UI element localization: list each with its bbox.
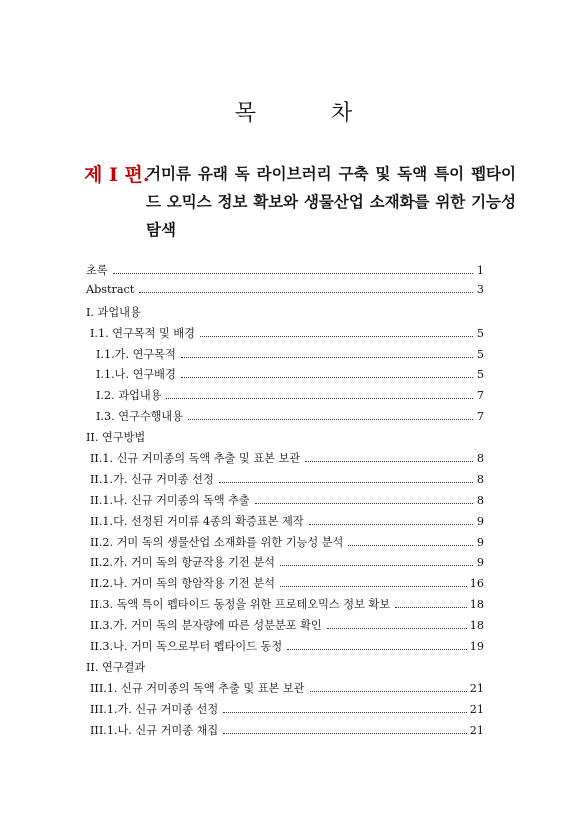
toc-entry-label: I. 과업내용: [86, 305, 141, 319]
toc-leader-dots: [305, 460, 473, 462]
toc-entry-label: III.1. 신규 거미종의 독액 추출 및 표본 보관: [90, 681, 305, 695]
toc-entry-page: 8: [476, 493, 484, 507]
toc-entry: [86, 429, 484, 450]
toc-leader-dots: [181, 376, 473, 378]
toc-entry: [86, 304, 484, 325]
toc-entry: [86, 346, 484, 367]
toc-entry: [86, 450, 484, 471]
toc-entry: [86, 283, 484, 304]
toc-entry: [86, 471, 484, 492]
toc-entry: [86, 387, 484, 408]
toc-entry-label: II.3. 독액 특이 펩타이드 동정을 위한 프로테오믹스 정보 확보: [90, 598, 391, 612]
toc-leader-dots: [255, 502, 473, 504]
toc-leader-dots: [139, 291, 473, 293]
toc-entry-label: II.3.가. 거미 독의 분자량에 따른 성분분포 확인: [90, 619, 322, 633]
toc-entry-label: II.1.가. 신규 거미종 선정: [90, 472, 214, 486]
page-title: 목 차: [234, 101, 387, 126]
toc-leader-dots: [280, 564, 473, 566]
toc-entry-label: II.1.다. 선정된 거미류 4종의 확증표본 제작: [90, 514, 304, 528]
toc-leader-dots: [223, 732, 467, 734]
toc-entry-page: 19: [469, 640, 484, 654]
toc-entry: [86, 659, 484, 680]
toc-entry-label: II. 연구방법: [86, 431, 146, 445]
toc-entry-label: 초록: [86, 264, 108, 277]
toc-entry-label: II.2.나. 거미 독의 항암작용 기전 분석: [90, 577, 275, 591]
toc-entry: [86, 722, 484, 743]
toc-leader-dots: [287, 648, 467, 650]
toc-entry: [86, 492, 484, 513]
toc-entry: [86, 701, 484, 722]
toc-entry-label: I.3. 연구수행내용: [96, 410, 184, 424]
toc-entry: [86, 554, 484, 575]
toc-entry-page: 16: [469, 577, 484, 591]
toc-entry-label: I.1.나. 연구배경: [96, 368, 176, 382]
toc-leader-dots: [310, 690, 467, 692]
toc-entry-label: III.1.나. 신규 거미종 채집: [90, 723, 219, 737]
toc-entry-page: 8: [476, 472, 484, 486]
toc-leader-dots: [219, 481, 473, 483]
toc-entry-page: 21: [469, 681, 484, 695]
toc-leader-dots: [113, 272, 473, 274]
toc-entry-label: I.1.가. 연구목적: [96, 347, 176, 361]
toc-leader-dots: [181, 356, 473, 358]
toc-leader-dots: [348, 544, 473, 546]
part-title: 거미류 유래 독 라이브러리 구축 및 독액 특이 펩타이드 오믹스 정보 확보와 생물산업 소재화를 위한 기능성 탐색: [146, 164, 516, 239]
toc-entry-page: 9: [476, 514, 484, 528]
toc-entry-page: 18: [469, 598, 484, 612]
part-number: 제 Ⅰ 편.: [84, 164, 150, 186]
toc-entry-page: 5: [476, 347, 484, 361]
toc-entry-label: II.3.나. 거미 독으로부터 펩타이드 동정: [90, 640, 283, 654]
toc-entry: [86, 513, 484, 534]
toc-entry-page: 21: [469, 702, 484, 716]
toc-entry-page: 18: [469, 619, 484, 633]
toc-entry-page: 9: [476, 535, 484, 549]
toc-entry-page: 7: [476, 389, 484, 403]
toc-leader-dots: [395, 606, 467, 608]
toc-entry: [86, 408, 484, 429]
toc-leader-dots: [309, 523, 473, 525]
table-of-contents: [86, 262, 484, 742]
toc-leader-dots: [200, 335, 473, 337]
toc-entry-page: 8: [476, 452, 484, 466]
toc-entry: [86, 596, 484, 617]
toc-leader-dots: [188, 418, 473, 420]
toc-entry-label: II.1.나. 신규 거미종의 독액 추출: [90, 493, 250, 507]
toc-entry: [86, 534, 484, 555]
toc-entry-page: 21: [469, 723, 484, 737]
toc-entry-page: 9: [476, 556, 484, 570]
toc-entry-label: II. 연구결과: [86, 660, 146, 674]
toc-entry-label: II.2.가. 거미 독의 항균작용 기전 분석: [90, 556, 275, 570]
toc-leader-dots: [327, 627, 467, 629]
toc-entry: [86, 262, 484, 283]
toc-leader-dots: [223, 711, 467, 713]
toc-entry: [86, 575, 484, 596]
toc-entry-page: 5: [476, 326, 484, 340]
toc-entry-page: 1: [476, 264, 484, 277]
toc-entry-page: 3: [476, 282, 484, 296]
toc-leader-dots: [166, 397, 473, 399]
toc-entry-label: I.2. 과업내용: [96, 389, 162, 403]
toc-entry: [86, 325, 484, 346]
toc-entry-page: 7: [476, 410, 484, 424]
toc-entry-page: 5: [476, 368, 484, 382]
toc-entry-label: II.1. 신규 거미종의 독액 추출 및 표본 보관: [90, 452, 301, 466]
toc-entry: [86, 366, 484, 387]
toc-entry-label: III.1.가. 신규 거미종 선정: [90, 702, 219, 716]
toc-entry: [86, 680, 484, 701]
toc-entry-label: II.2. 거미 독의 생물산업 소재화를 위한 기능성 분석: [90, 535, 344, 549]
toc-entry: [86, 638, 484, 659]
toc-leader-dots: [280, 585, 467, 587]
toc-entry: [86, 617, 484, 638]
toc-entry-label: I.1. 연구목적 및 배경: [90, 326, 195, 340]
toc-entry-label: Abstract: [86, 282, 135, 296]
